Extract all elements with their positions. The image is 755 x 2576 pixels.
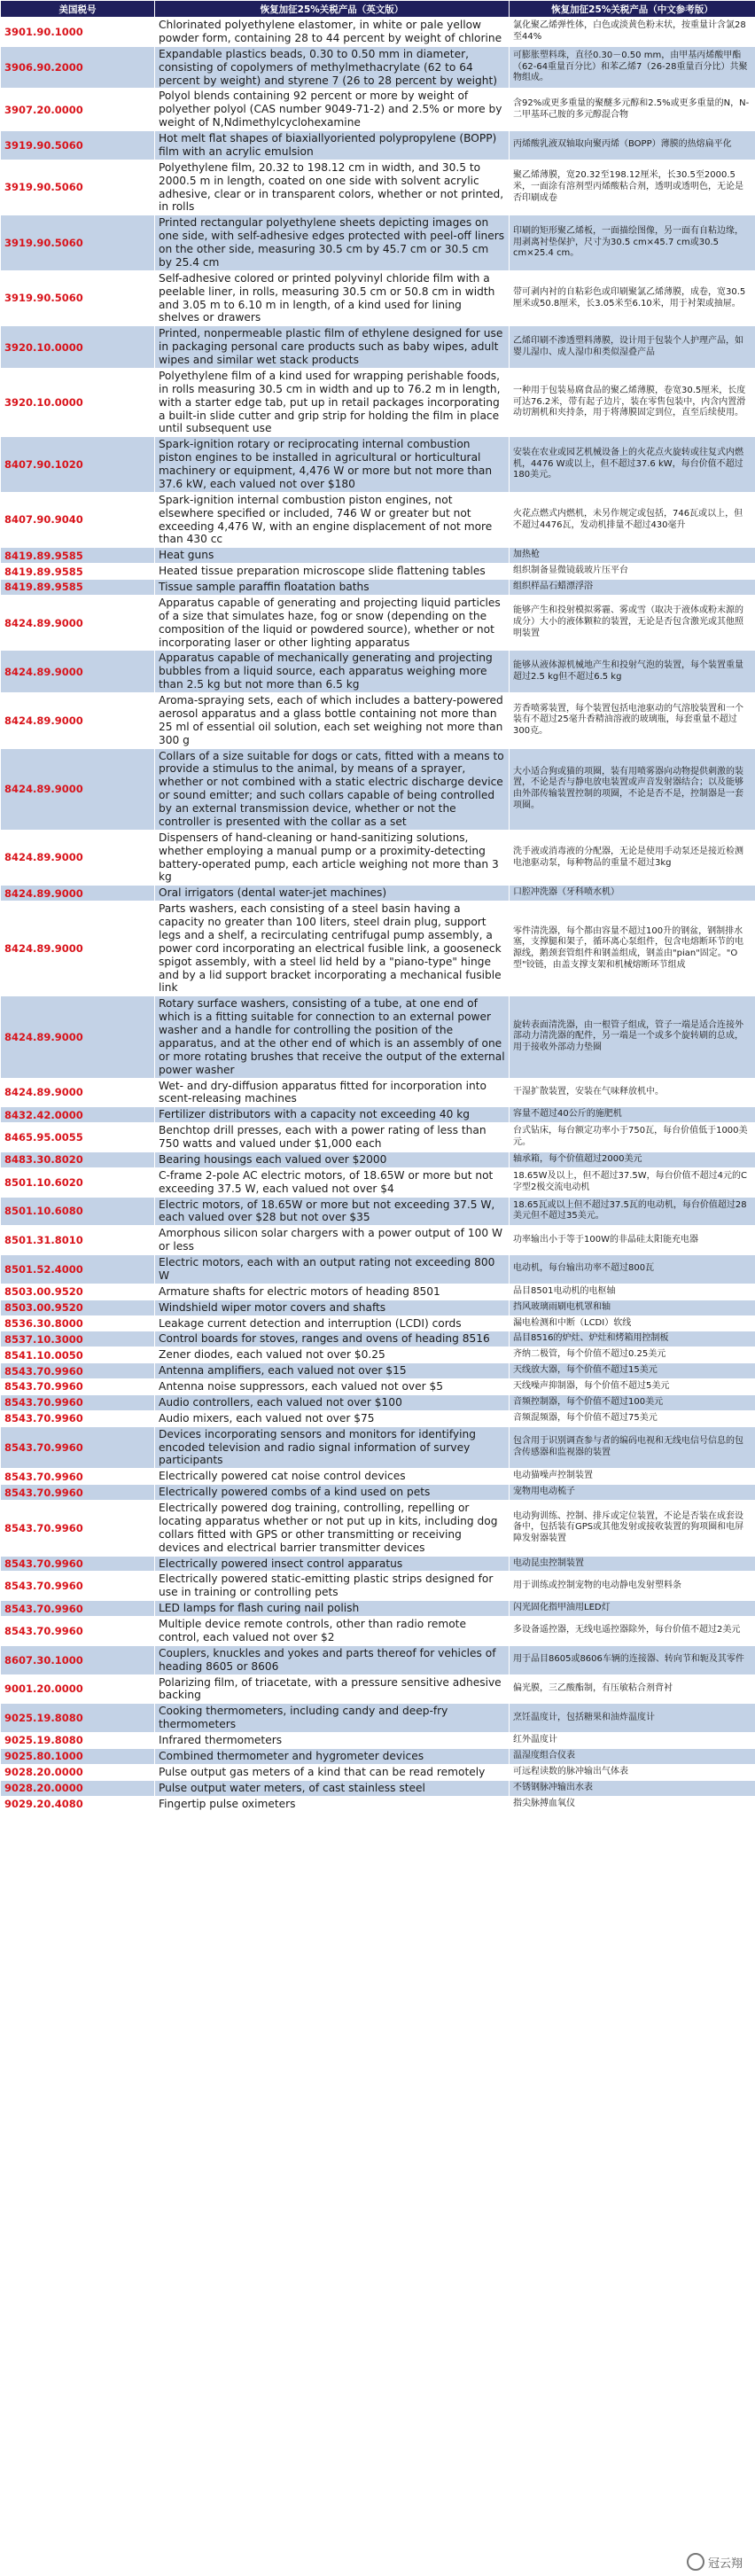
english-desc-cell: Parts washers, each consisting of a steel basin having a capacity no greater than 100 liters, steel drain plug, support legs and a shelf, a recirculating centrifugal pump assembly, a power cord incorporating an electrical fusible link, a gooseneck spigot assembly, with a steel lid held by a "piano-type" hinge and by a lid support bracket incorporating a mechanical fusible link: [155, 902, 510, 996]
chinese-desc-cell: 不锈钢脉冲输出水表: [510, 1780, 755, 1796]
english-desc-cell: Cooking thermometers, including candy and deep-fry thermometers: [155, 1704, 510, 1733]
chinese-desc-cell: 氯化聚乙烯弹性体，白色或淡黄色粉末状，按重量计含氯28至44%: [510, 18, 755, 47]
header-hts-code: 美国税号: [1, 1, 155, 18]
hts-code-cell: 8407.90.9040: [1, 492, 155, 548]
hts-code-cell: 9029.20.4080: [1, 1796, 155, 1812]
english-desc-cell: Aroma-spraying sets, each of which includes a battery-powered aerosol apparatus and a glass bottle containing not more than 25 ml of essential oil solution, each set weighing not more than 300 g: [155, 693, 510, 749]
chinese-desc-cell: 音频控制器，每个价值不超过100美元: [510, 1394, 755, 1410]
table-row: [1, 548, 755, 564]
chinese-desc-cell: 芳香喷雾装置，每个装置包括电池驱动的气溶胶装置和一个装有不超过25毫升香精油溶液的玻璃瓶，每套重量不超过300克。: [510, 693, 755, 749]
hts-code-cell: 8543.70.9960: [1, 1485, 155, 1501]
table-row: [1, 1331, 755, 1347]
english-desc-cell: Hot melt flat shapes of biaxiallyoriented polypropylene (BOPP) film with an acrylic emulsion: [155, 131, 510, 160]
hts-code-cell: 8543.70.9960: [1, 1363, 155, 1379]
hts-code-cell: 8541.10.0050: [1, 1347, 155, 1363]
table-row: [1, 564, 755, 580]
table-body: [1, 18, 755, 1812]
chinese-desc-cell: 漏电检测和中断（LCDI）软线: [510, 1315, 755, 1331]
table-row: [1, 89, 755, 131]
watermark: [687, 2553, 743, 2571]
chinese-desc-cell: 一种用于包装易腐食品的聚乙烯薄膜，卷宽30.5厘米，长度可达76.2米，带有起子边片，装在零售包装中，内含内置滑动切割机和夹持条，用于将薄膜固定到位，直至后续使用。: [510, 368, 755, 436]
hts-code-cell: 3919.90.5060: [1, 131, 155, 160]
hts-code-cell: 9025.19.8080: [1, 1704, 155, 1733]
chinese-desc-cell: 温湿度组合仪表: [510, 1748, 755, 1764]
chinese-desc-cell: 丙烯酸乳液双轴取向聚丙烯（BOPP）薄膜的热熔扁平化: [510, 131, 755, 160]
hts-code-cell: 8424.89.9000: [1, 886, 155, 902]
english-desc-cell: Heat guns: [155, 548, 510, 564]
chinese-desc-cell: 音频混频器，每个价值不超过75美元: [510, 1410, 755, 1426]
hts-code-cell: 3920.10.0000: [1, 326, 155, 369]
english-desc-cell: Polyethylene film, 20.32 to 198.12 cm in width, and 30.5 to 2000.5 m in length, coated on one side with solvent acrylic adhesive, clear or in transparent colors, whether or not printed, in rolls: [155, 160, 510, 215]
english-desc-cell: Pulse output water meters, of cast stainless steel: [155, 1780, 510, 1796]
english-desc-cell: Apparatus capable of generating and projecting liquid particles of a size that simulates haze, fog or snow (depending on the composition of the liquid or powdered source), whether or not incorporating laser or other lighting apparatus: [155, 595, 510, 651]
chinese-desc-cell: 包含用于识别调查参与者的编码电视和无线电信号信息的包含传感器和监视器的装置: [510, 1426, 755, 1469]
chinese-desc-cell: 电动狗训练、控制、排斥或定位装置，不论是否装在成套设备中，包括装有GPS或其他发射或接收装置的狗项圈和电屏障发射器装置: [510, 1501, 755, 1557]
hts-code-cell: 8424.89.9000: [1, 996, 155, 1078]
table-row: [1, 160, 755, 215]
table-row: [1, 902, 755, 996]
table-row: [1, 1556, 755, 1572]
english-desc-cell: Wet- and dry-diffusion apparatus fitted for incorporation into scent-releasing machines: [155, 1078, 510, 1107]
chinese-desc-cell: 能够产生和投射模拟雾霾、雾或雪（取决于液体或粉末源的成分）大小的液体颗粒的装置，无论是否包含激光或其他照明装置: [510, 595, 755, 651]
english-desc-cell: Windshield wiper motor covers and shafts: [155, 1300, 510, 1315]
table-row: [1, 1704, 755, 1733]
table-row: [1, 1394, 755, 1410]
hts-code-cell: 9001.20.0000: [1, 1674, 155, 1704]
english-desc-cell: Fingertip pulse oximeters: [155, 1796, 510, 1812]
table-row: [1, 368, 755, 436]
hts-code-cell: 8419.89.9585: [1, 564, 155, 580]
hts-code-cell: 3919.90.5060: [1, 215, 155, 271]
chinese-desc-cell: 干湿扩散装置，安装在气味释放机中。: [510, 1078, 755, 1107]
hts-code-cell: 8483.30.8020: [1, 1151, 155, 1167]
table-row: [1, 1197, 755, 1226]
table-row: [1, 651, 755, 693]
hts-code-cell: 3919.90.5060: [1, 270, 155, 326]
table-row: [1, 1733, 755, 1749]
english-desc-cell: Collars of a size suitable for dogs or cats, fitted with a means to provide a stimulus to the animal, by means of a sprayer, whether or not combined with a static electric discharge device or sound emitter; and such collars capable of being controlled by an external transmission device, whether or not the controller is presented with the collar as a set: [155, 748, 510, 830]
english-desc-cell: Bearing housings each valued over $2000: [155, 1151, 510, 1167]
english-desc-cell: Infrared thermometers: [155, 1733, 510, 1749]
english-desc-cell: Oral irrigators (dental water-jet machines): [155, 886, 510, 902]
english-desc-cell: Heated tissue preparation microscope slide flattening tables: [155, 564, 510, 580]
chinese-desc-cell: 零件清洗器，每个都由容量不超过100升的钢盆，钢制排水塞，支撑腿和架子，循环离心泵组件，包含电熔断环节的电源线，鹅颈套管组件和钢盖组成，钢盖由"pian"固定。"O型"铰链，由盖支撑支架和机械熔断环节组成: [510, 902, 755, 996]
table-row: [1, 1284, 755, 1300]
hts-code-cell: 8543.70.9960: [1, 1394, 155, 1410]
table-row: [1, 326, 755, 369]
chinese-desc-cell: 天线放大器，每个价值不超过15美元: [510, 1363, 755, 1379]
table-row: [1, 46, 755, 89]
table-row: [1, 1078, 755, 1107]
table-row: [1, 270, 755, 326]
chinese-desc-cell: 台式钻床，每台额定功率小于750瓦，每台价值低于1000美元。: [510, 1123, 755, 1152]
chinese-desc-cell: 18.65瓦或以上但不超过37.5瓦的电动机，每台价值超过28美元但不超过35美元。: [510, 1197, 755, 1226]
hts-code-cell: 3901.90.1000: [1, 18, 155, 47]
english-desc-cell: Electric motors, of 18.65W or more but not exceeding 37.5 W, each valued over $28 but not over $35: [155, 1197, 510, 1226]
english-desc-cell: Armature shafts for electric motors of heading 8501: [155, 1284, 510, 1300]
hts-code-cell: 8465.95.0055: [1, 1123, 155, 1152]
table-row: [1, 580, 755, 596]
table-row: [1, 595, 755, 651]
table-row: [1, 1485, 755, 1501]
chinese-desc-cell: 印刷的矩形聚乙烯板，一面描绘图像，另一面有自粘边缘，用剥离衬垫保护，尺寸为30.5 cm×45.7 cm或30.5 cm×25.4 cm。: [510, 215, 755, 271]
hts-code-cell: 8543.70.9960: [1, 1601, 155, 1617]
table-row: [1, 1674, 755, 1704]
english-desc-cell: Expandable plastics beads, 0.30 to 0.50 mm in diameter, consisting of copolymers of methylmethacrylate (62 to 64 percent by weight) and styrene 7 (26 to 28 percent by weight): [155, 46, 510, 89]
table-header-row: [1, 1, 755, 18]
english-desc-cell: Benchtop drill presses, each with a power rating of less than 750 watts and valued under $1,000 each: [155, 1123, 510, 1152]
hts-code-cell: 8407.90.1020: [1, 437, 155, 493]
chinese-desc-cell: 烹饪温度计，包括糖果和油炸温度计: [510, 1704, 755, 1733]
table-row: [1, 1379, 755, 1395]
chinese-desc-cell: 可膨胀塑料珠，直径0.30－0.50 mm，由甲基丙烯酸甲酯（62-64重量百分比）和苯乙烯7（26-28重量百分比）共聚物组成。: [510, 46, 755, 89]
english-desc-cell: Control boards for stoves, ranges and ovens of heading 8516: [155, 1331, 510, 1347]
hts-code-cell: 8424.89.9000: [1, 595, 155, 651]
hts-code-cell: 8424.89.9000: [1, 830, 155, 886]
chinese-desc-cell: 轴承箱，每个价值超过2000美元: [510, 1151, 755, 1167]
hts-code-cell: 8543.70.9960: [1, 1469, 155, 1485]
table-row: [1, 1300, 755, 1315]
english-desc-cell: Fertilizer distributors with a capacity not exceeding 40 kg: [155, 1107, 510, 1123]
hts-code-cell: 3919.90.5060: [1, 160, 155, 215]
chinese-desc-cell: 火花点燃式内燃机，未另作规定或包括，746瓦或以上，但不超过4476瓦，发动机排量不超过430毫升: [510, 492, 755, 548]
english-desc-cell: Zener diodes, each valued not over $0.25: [155, 1347, 510, 1363]
english-desc-cell: Audio mixers, each valued not over $75: [155, 1410, 510, 1426]
hts-code-cell: 8543.70.9960: [1, 1501, 155, 1557]
hts-code-cell: 8607.30.1000: [1, 1645, 155, 1674]
table-row: [1, 693, 755, 749]
english-desc-cell: LED lamps for flash curing nail polish: [155, 1601, 510, 1617]
english-desc-cell: Rotary surface washers, consisting of a tube, at one end of which is a fitting suitable for connection to an external power washer and a handle for controlling the position of the apparatus, and at the other end of which is an assembly of one or more rotating brushes that receive the output of the external power washer: [155, 996, 510, 1078]
chinese-desc-cell: 旋转表面清洗器，由一根管子组成，管子一端是适合连接外部动力清洗器的配件，另一端是一个或多个旋转刷的总成，用于接收外部动力垫圈: [510, 996, 755, 1078]
english-desc-cell: Polyol blends containing 92 percent or more by weight of polyether polyol (CAS number 9049-71-2) and 2.5% or more by weight of N,Ndimethylcyclohexamine: [155, 89, 510, 131]
english-desc-cell: Couplers, knuckles and yokes and parts thereof for vehicles of heading 8605 or 8606: [155, 1645, 510, 1674]
english-desc-cell: Electrically powered dog training, controlling, repelling or locating apparatus whether or not put up in kits, including dog collars fitted with GPS or other transmitting or receiving devices and electrical barrier transmitter devices: [155, 1501, 510, 1557]
english-desc-cell: Electrically powered combs of a kind used on pets: [155, 1485, 510, 1501]
hts-code-cell: 3907.20.0000: [1, 89, 155, 131]
hts-code-cell: 9025.19.8080: [1, 1733, 155, 1749]
hts-code-cell: 8501.31.8010: [1, 1226, 155, 1255]
english-desc-cell: Self-adhesive colored or printed polyvinyl chloride film with a peelable liner, in rolls, measuring 30.5 cm or 50.8 cm in width and 3.05 m to 6.10 m in length, of a kind used for lining shelves or drawers: [155, 270, 510, 326]
chinese-desc-cell: 宠物用电动梳子: [510, 1485, 755, 1501]
header-english-desc: 恢复加征25%关税产品（英文版）: [155, 1, 510, 18]
table-row: [1, 1151, 755, 1167]
table-row: [1, 830, 755, 886]
chinese-desc-cell: 容量不超过40公斤的施肥机: [510, 1107, 755, 1123]
chinese-desc-cell: 天线噪声抑制器，每个价值不超过5美元: [510, 1379, 755, 1395]
hts-code-cell: 8543.70.9960: [1, 1426, 155, 1469]
table-row: [1, 1572, 755, 1601]
table-row: [1, 18, 755, 47]
chinese-desc-cell: 聚乙烯薄膜，宽20.32至198.12厘米，长30.5至2000.5米，一面涂有溶剂型丙烯酸粘合剂，透明或透明色，无论是否印刷成卷: [510, 160, 755, 215]
table-row: [1, 1107, 755, 1123]
english-desc-cell: Polarizing film, of triacetate, with a pressure sensitive adhesive backing: [155, 1674, 510, 1704]
table-row: [1, 1501, 755, 1557]
table-row: [1, 748, 755, 830]
table-row: [1, 1426, 755, 1469]
chinese-desc-cell: 口腔冲洗器（牙科喷水机）: [510, 886, 755, 902]
hts-code-cell: 8424.89.9000: [1, 1078, 155, 1107]
hts-code-cell: 8543.70.9960: [1, 1410, 155, 1426]
table-row: [1, 1255, 755, 1284]
hts-code-cell: 8424.89.9000: [1, 651, 155, 693]
chinese-desc-cell: 挡风玻璃雨刷电机罩和轴: [510, 1300, 755, 1315]
english-desc-cell: Leakage current detection and interruption (LCDI) cords: [155, 1315, 510, 1331]
hts-code-cell: 9028.20.0000: [1, 1780, 155, 1796]
english-desc-cell: Chlorinated polyethylene elastomer, in white or pale yellow powder form, containing 28 to 44 percent by weight of chlorine: [155, 18, 510, 47]
chinese-desc-cell: 齐纳二极管，每个价值不超过0.25美元: [510, 1347, 755, 1363]
chinese-desc-cell: 品目8516的炉灶、炉灶和烤箱用控制板: [510, 1331, 755, 1347]
english-desc-cell: Multiple device remote controls, other than radio remote control, each valued not over $2: [155, 1617, 510, 1646]
hts-code-cell: 9028.20.0000: [1, 1764, 155, 1780]
table-row: [1, 1347, 755, 1363]
table-row: [1, 996, 755, 1078]
table-row: [1, 1123, 755, 1152]
table-row: [1, 1796, 755, 1812]
chinese-desc-cell: 电动猫噪声控制装置: [510, 1469, 755, 1485]
table-row: [1, 1469, 755, 1485]
table-row: [1, 131, 755, 160]
hts-code-cell: 9025.80.1000: [1, 1748, 155, 1764]
chinese-desc-cell: 用于品目8605或8606车辆的连接器、转向节和轭及其零件: [510, 1645, 755, 1674]
english-desc-cell: Apparatus capable of mechanically generating and projecting bubbles from a liquid source, each apparatus weighing more than 2.5 kg but not more than 6.5 kg: [155, 651, 510, 693]
chinese-desc-cell: 闪光固化指甲油用LED灯: [510, 1601, 755, 1617]
table-row: [1, 1410, 755, 1426]
chinese-desc-cell: 大小适合狗或猫的项圈，装有用喷雾器向动物提供刺激的装置，不论是否与静电放电装置或声音发射器结合；以及能够由外部传输装置控制的项圈，不论是否不是，控制器是一套项圈。: [510, 748, 755, 830]
table-row: [1, 1645, 755, 1674]
hts-code-cell: 3906.90.2000: [1, 46, 155, 89]
chinese-desc-cell: 红外温度计: [510, 1733, 755, 1749]
chinese-desc-cell: 18.65W及以上，但不超过37.5W，每台价值不超过4元的C字型2极交流电动机: [510, 1167, 755, 1197]
chinese-desc-cell: 多设备遥控器，无线电遥控器除外，每台价值不超过2美元: [510, 1617, 755, 1646]
chinese-desc-cell: 用于训练或控制宠物的电动静电发射塑料条: [510, 1572, 755, 1601]
english-desc-cell: Electrically powered static-emitting plastic strips designed for use in training or controlling pets: [155, 1572, 510, 1601]
english-desc-cell: Devices incorporating sensors and monitors for identifying encoded television and radio signal information of survey participants: [155, 1426, 510, 1469]
english-desc-cell: Combined thermometer and hygrometer devices: [155, 1748, 510, 1764]
chinese-desc-cell: 组织样品石蜡漂浮浴: [510, 580, 755, 596]
chinese-desc-cell: 含92%或更多重量的聚醚多元醇和2.5%或更多重量的N，N-二甲基环己胺的多元醇混合物: [510, 89, 755, 131]
english-desc-cell: Electrically powered insect control apparatus: [155, 1556, 510, 1572]
hts-code-cell: 8543.70.9960: [1, 1617, 155, 1646]
english-desc-cell: Amorphous silicon solar chargers with a power output of 100 W or less: [155, 1226, 510, 1255]
chinese-desc-cell: 加热枪: [510, 548, 755, 564]
table-row: [1, 886, 755, 902]
table-row: [1, 492, 755, 548]
english-desc-cell: Printed, nonpermeable plastic film of ethylene designed for use in packaging personal care products such as baby wipes, adult wipes and similar wet stack products: [155, 326, 510, 369]
chinese-desc-cell: 安装在农业或园艺机械设备上的火花点火旋转或往复式内燃机，4476 W或以上，但不超过37.6 kW，每台价值不超过180美元。: [510, 437, 755, 493]
chinese-desc-cell: 带可剥内衬的自粘彩色或印刷聚氯乙烯薄膜，成卷，宽30.5厘米或50.8厘米，长3.05米至6.10米，用于衬架或抽屉。: [510, 270, 755, 326]
hts-code-cell: 8501.10.6020: [1, 1167, 155, 1197]
table-row: [1, 1764, 755, 1780]
english-desc-cell: Spark-ignition rotary or reciprocating internal combustion piston engines to be installed in agricultural or horticultural machinery or equipment, 4,476 W or more but not more than 37.6 kW, each valued not over $180: [155, 437, 510, 493]
hts-code-cell: 8543.70.9960: [1, 1572, 155, 1601]
table-row: [1, 1226, 755, 1255]
hts-code-cell: 8419.89.9585: [1, 580, 155, 596]
chinese-desc-cell: 电动昆虫控制装置: [510, 1556, 755, 1572]
table-row: [1, 215, 755, 271]
chinese-desc-cell: 功率输出小于等于100W的非晶硅太阳能充电器: [510, 1226, 755, 1255]
hts-code-cell: 8503.00.9520: [1, 1300, 155, 1315]
hts-code-cell: 8424.89.9000: [1, 902, 155, 996]
chinese-desc-cell: 能够从液体源机械地产生和投射气泡的装置，每个装置重量超过2.5 kg但不超过6.5 kg: [510, 651, 755, 693]
hts-code-cell: 8419.89.9585: [1, 548, 155, 564]
english-desc-cell: Electrically powered cat noise control devices: [155, 1469, 510, 1485]
chinese-desc-cell: 偏光膜，三乙酸酯制，有压敏粘合剂背衬: [510, 1674, 755, 1704]
hts-code-cell: 8424.89.9000: [1, 693, 155, 749]
hts-code-cell: 8501.52.4000: [1, 1255, 155, 1284]
english-desc-cell: Tissue sample paraffin floatation baths: [155, 580, 510, 596]
hts-code-cell: 8432.42.0000: [1, 1107, 155, 1123]
table-row: [1, 1780, 755, 1796]
english-desc-cell: Antenna noise suppressors, each valued not over $5: [155, 1379, 510, 1395]
table-row: [1, 1617, 755, 1646]
chinese-desc-cell: 洗手液或消毒液的分配器，无论是使用手动泵还是接近检测电池驱动泵，每种物品的重量不超过3kg: [510, 830, 755, 886]
table-row: [1, 1363, 755, 1379]
english-desc-cell: C-frame 2-pole AC electric motors, of 18.65W or more but not exceeding 37.5 W, each valued not over $4: [155, 1167, 510, 1197]
english-desc-cell: Electric motors, each with an output rating not exceeding 800 W: [155, 1255, 510, 1284]
english-desc-cell: Audio controllers, each valued not over $100: [155, 1394, 510, 1410]
chinese-desc-cell: 乙烯印刷不渗透塑料薄膜，设计用于包装个人护理产品，如婴儿湿巾、成人湿巾和类似湿叠产品: [510, 326, 755, 369]
english-desc-cell: Pulse output gas meters of a kind that can be read remotely: [155, 1764, 510, 1780]
hts-code-cell: 3920.10.0000: [1, 368, 155, 436]
english-desc-cell: Dispensers of hand-cleaning or hand-sanitizing solutions, whether employing a manual pump or a proximity-detecting battery-operated pump, each article weighing not more than 3 kg: [155, 830, 510, 886]
table-row: [1, 1748, 755, 1764]
hts-code-cell: 8501.10.6080: [1, 1197, 155, 1226]
table-row: [1, 1315, 755, 1331]
chinese-desc-cell: 可远程读数的脉冲输出气体表: [510, 1764, 755, 1780]
hts-code-cell: 8503.00.9520: [1, 1284, 155, 1300]
hts-code-cell: 8543.70.9960: [1, 1556, 155, 1572]
table-row: [1, 437, 755, 493]
table-row: [1, 1601, 755, 1617]
hts-code-cell: 8424.89.9000: [1, 748, 155, 830]
chinese-desc-cell: 组织制备显微镜载玻片压平台: [510, 564, 755, 580]
hts-code-cell: 8543.70.9960: [1, 1379, 155, 1395]
header-chinese-desc: 恢复加征25%关税产品（中文参考版）: [510, 1, 755, 18]
english-desc-cell: Antenna amplifiers, each valued not over $15: [155, 1363, 510, 1379]
english-desc-cell: Printed rectangular polyethylene sheets depicting images on one side, with self-adhesive edges protected with peel-off liners on the other side, measuring 30.5 cm by 45.7 cm or 30.5 cm by 25.4 cm: [155, 215, 510, 271]
hts-code-cell: 8537.10.3000: [1, 1331, 155, 1347]
chinese-desc-cell: 品目8501电动机的电枢轴: [510, 1284, 755, 1300]
english-desc-cell: Spark-ignition internal combustion piston engines, not elsewhere specified or included, 746 W or greater but not exceeding 4,476 W, with an engine displacement of not more than 430 cc: [155, 492, 510, 548]
english-desc-cell: Polyethylene film of a kind used for wrapping perishable foods, in rolls measuring 30.5 cm in width and up to 76.2 m in length, with a starter edge tab, put up in retail packages incorporating a built-in slide cutter and grip strip for holding the film in place until subsequent use: [155, 368, 510, 436]
watermark-text: 冠云翔: [707, 2556, 743, 2571]
table-row: [1, 1167, 755, 1197]
chinese-desc-cell: 电动机，每台输出功率不超过800瓦: [510, 1255, 755, 1284]
chinese-desc-cell: 指尖脉搏血氧仪: [510, 1796, 755, 1812]
hts-code-cell: 8536.30.8000: [1, 1315, 155, 1331]
wechat-icon: [687, 2553, 704, 2571]
